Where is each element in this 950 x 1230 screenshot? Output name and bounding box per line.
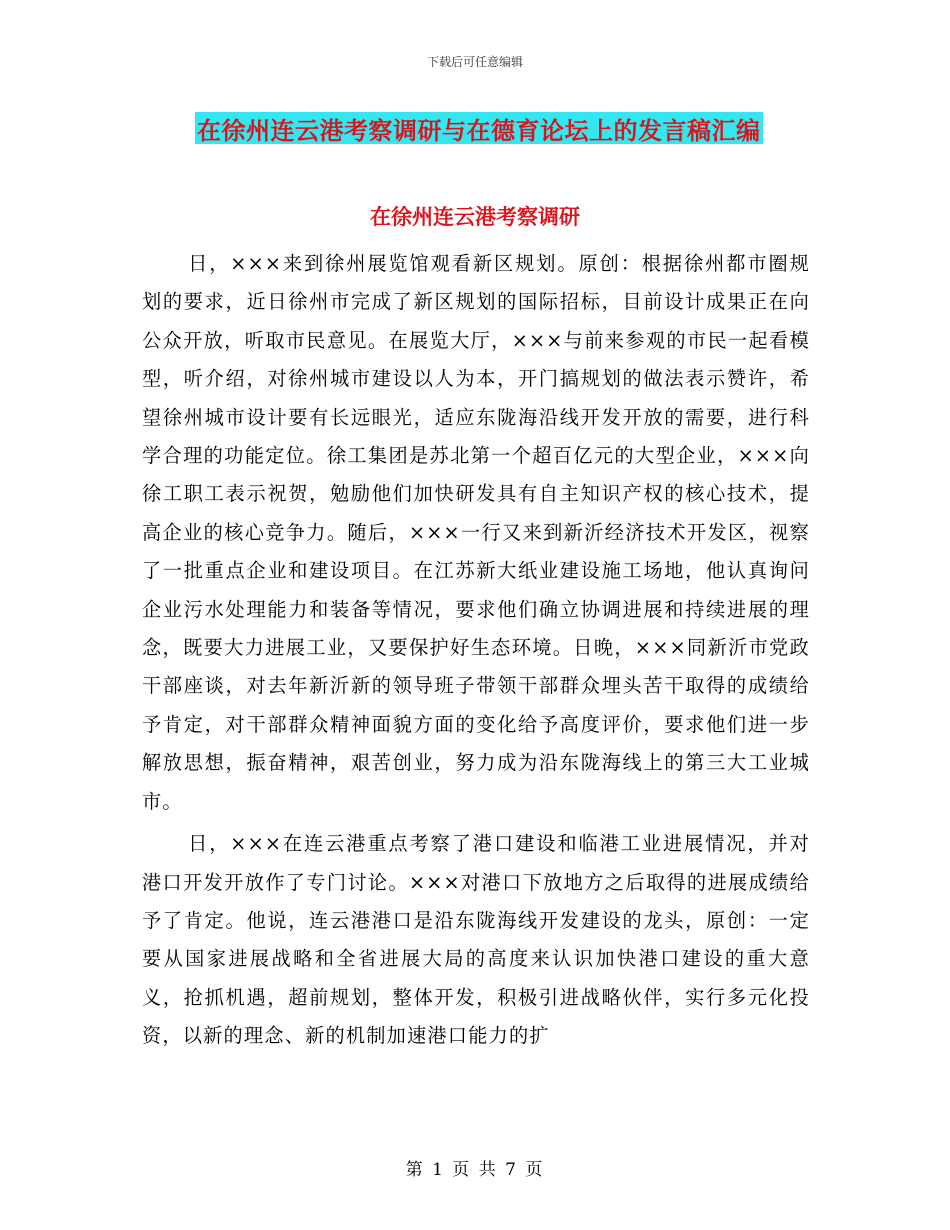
body-paragraph: 日，×××在连云港重点考察了港口建设和临港工业进展情况，并对港口开发开放作了专门讨论。×××对港口下放地方之后取得的进展成绩给予了肯定。他说，连云港港口是沿东陇海线开发建设的龙头，原创：一定要从国家进展战略和全省进展大局的高度来认识加快港口建设的重大意义，抢抓机遇，超前规划，整体开发，积极引进战略伙伴，实行多元化投资，以新的理念、新的机制加速港口能力的扩 (142, 832, 810, 1048)
document-title: 在徐州连云港考察调研与在德育论坛上的发言稿汇编 (197, 116, 761, 145)
document-title-highlight (195, 112, 763, 144)
section-title: 在徐州连云港考察调研 (370, 205, 580, 229)
page-number-footer: 第 1 页 共 7 页 (405, 1160, 545, 1180)
page-header-note: 下载后可任意编辑 (426, 55, 523, 69)
body-paragraph: 日，×××来到徐州展览馆观看新区规划。原创：根据徐州都市圈规划的要求，近日徐州市完成了新区规划的国际招标，目前设计成果正在向公众开放，听取市民意见。在展览大厅，×××与前来参观的市民一起看模型，听介绍，对徐州城市建设以人为本，开门搞规划的做法表示赞许，希望徐州城市设计要有长远眼光，适应东陇海沿线开发开放的需要，进行科学合理的功能定位。徐工集团是苏北第一个超百亿元的大型企业，×××向徐工职工表示祝贺，勉励他们加快研发具有自主知识产权的核心技术，提高企业的核心竞争力。随后，×××一行又来到新沂经济技术开发区，视察了一批重点企业和建设项目。在江苏新大纸业建设施工场地，他认真询问企业污水处理能力和装备等情况，要求他们确立协调进展和持续进展的理念，既要大力进展工业，又要保护好生态环境。日晚，×××同新沂市党政干部座谈，对去年新沂新的领导班子带领干部群众埋头苦干取得的成绩给予肯定，对干部群众精神面貌方面的变化给予高度评价，要求他们进一步解放思想，振奋精神，艰苦创业，努力成为沿东陇海线上的第三大工业城市。 (142, 252, 810, 813)
document-body (142, 245, 810, 1060)
